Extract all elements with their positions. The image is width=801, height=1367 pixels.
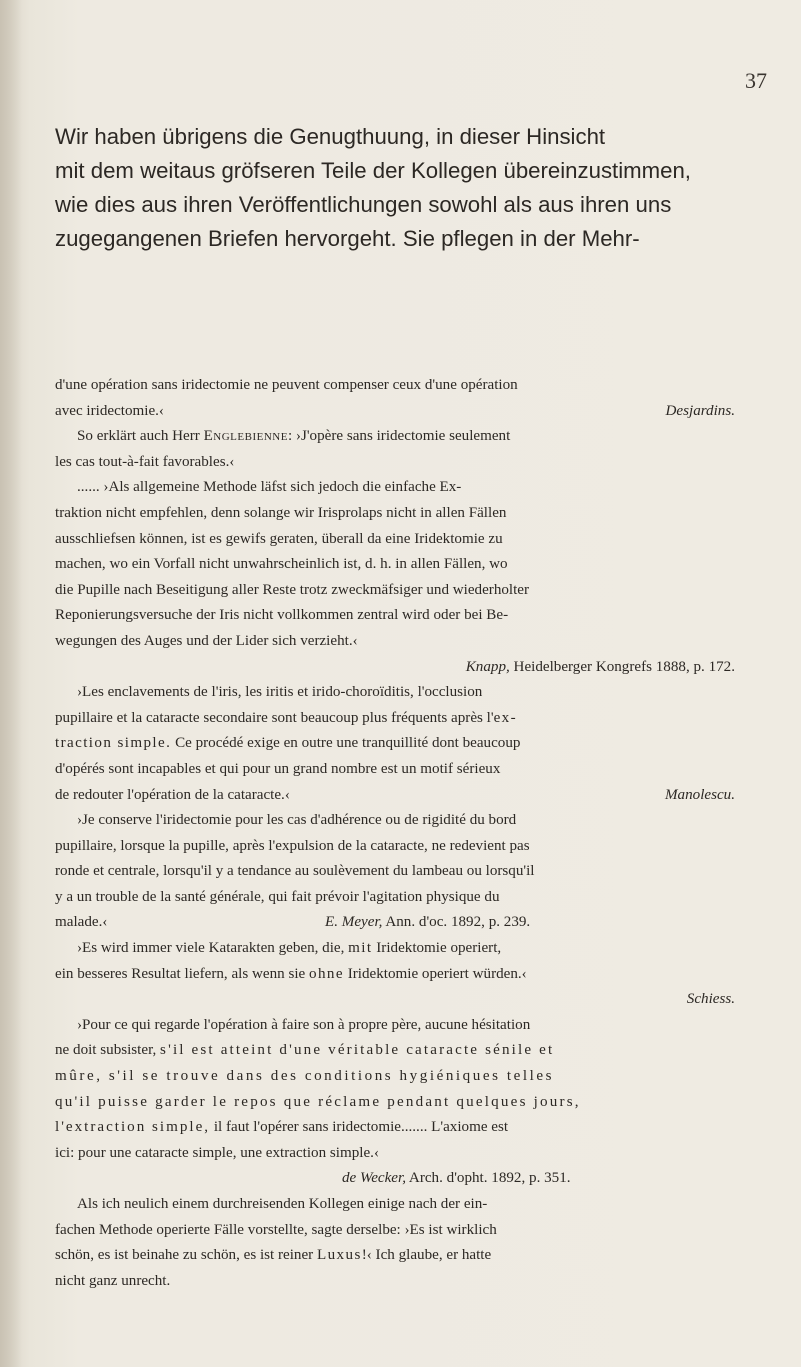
quote-line: ›Je conserve l'iridectomie pour les cas d'adhérence ou de rigidité du bord <box>77 812 517 829</box>
quote-line <box>55 706 745 732</box>
body-line: fachen Methode operierte Fälle vorstellte, sagte derselbe: ›Es ist wirklich <box>55 1221 497 1238</box>
quote-line: les cas tout-à-fait favorables.‹ <box>55 453 235 470</box>
text-fragment: schön, es ist beinahe zu schön, es ist reiner <box>55 1247 317 1264</box>
quote-text: malade.‹ <box>55 914 108 931</box>
quote-text: de redouter l'opération de la cataracte.‹ <box>55 786 290 803</box>
main-line-1: Wir haben übrigens die Genugthuung, in dieser Hinsicht <box>55 124 606 149</box>
spaced-text: l'extraction simple, <box>55 1119 211 1136</box>
quote-line: y a un trouble de la santé générale, qui fait prévoir l'agitation physique du <box>55 888 500 905</box>
text-fragment: !‹ Ich glaube, er hatte <box>361 1247 492 1264</box>
quote-line: ausschliefsen können, ist es gewifs geraten, überall da eine Iridektomie zu <box>55 530 503 547</box>
quote-line: ...... ›Als allgemeine Methode läfst sich jedoch die einfache Ex- <box>77 479 462 496</box>
spaced-text: ohne <box>309 965 344 982</box>
text-fragment: Ce procédé exige en outre une tranquillité dont beaucoup <box>171 735 521 752</box>
spaced-text: traction simple. <box>55 735 172 752</box>
attribution-line <box>55 1166 745 1192</box>
quote-line <box>55 424 745 450</box>
text-fragment: ›Es wird immer viele Katarakten geben, die, <box>77 940 349 957</box>
quote-line: Reponierungsversuche der Iris nicht vollkommen zentral wird oder bei Be- <box>55 607 509 624</box>
quote-line-with-attribution <box>55 910 745 936</box>
attribution-group <box>325 910 530 936</box>
main-line-3: wie dies aus ihren Veröffentlichungen sowohl als aus ihren uns <box>55 192 672 217</box>
quote-line: die Pupille nach Beseitigung aller Reste trotz zweckmäfsiger und wiederholter <box>55 581 530 598</box>
text-fragment: ein besseres Resultat liefern, als wenn sie <box>55 965 309 982</box>
quote-text: avec iridectomie.‹ <box>55 402 164 419</box>
author-name: Englebienne <box>203 428 288 445</box>
quotations-block <box>55 373 745 1294</box>
quote-line: traktion nicht empfehlen, denn solange wir Irisprolaps nicht in allen Fällen <box>55 504 507 521</box>
quote-line: ici: pour une cataracte simple, une extraction simple.‹ <box>55 1144 379 1161</box>
text-fragment: So erklärt auch Herr <box>77 428 204 445</box>
attribution-line <box>55 655 745 681</box>
quote-line: ronde et centrale, lorsqu'il y a tendance au soulèvement du lambeau ou lorsqu'il <box>55 863 535 880</box>
reference: Arch. d'opht. 1892, p. 351. <box>405 1170 571 1187</box>
quote-line: d'une opération sans iridectomie ne peuvent compenser ceux d'une opération <box>55 377 518 393</box>
body-line: nicht ganz unrecht. <box>55 1272 171 1289</box>
spaced-text: mit <box>348 940 373 957</box>
reference: Heidelberger Kongrefs 1888, p. 172. <box>509 658 735 675</box>
main-line-4: zugegangenen Briefen hervorgeht. Sie pflegen in der Mehr- <box>55 226 640 251</box>
quote-line: machen, wo ein Vorfall nicht unwahrscheinlich ist, d. h. in allen Fällen, wo <box>55 556 508 573</box>
text-fragment: : ›J'opère sans iridectomie seulement <box>287 428 511 445</box>
attribution: Desjardins. <box>665 402 735 419</box>
quote-line-with-attribution <box>55 399 745 425</box>
spaced-text: s'il est atteint d'une véritable cataracte sénile et <box>160 1042 555 1059</box>
main-line-2: mit dem weitaus gröfseren Teile der Kollegen übereinzustimmen, <box>55 158 691 183</box>
quote-line: pupillaire, lorsque la pupille, après l'expulsion de la cataracte, ne redevient pas <box>55 837 530 854</box>
attribution: Manolescu. <box>664 786 735 803</box>
attribution: Knapp, <box>465 658 510 675</box>
spaced-text: Luxus <box>316 1247 362 1264</box>
text-fragment: Iridektomie operiert würden.‹ <box>343 965 527 982</box>
quote-line: d'opérés sont incapables et qui pour un grand nombre est un motif sérieux <box>55 760 501 777</box>
spaced-text: ex- <box>493 709 518 726</box>
quote-line <box>55 731 745 757</box>
text-fragment: il faut l'opérer sans iridectomie....... L'axiome est <box>210 1119 509 1136</box>
attribution-line: Schiess. <box>686 991 735 1008</box>
body-line <box>55 1243 745 1269</box>
text-fragment: Iridektomie operiert, <box>372 940 502 957</box>
attribution: de Wecker, <box>342 1170 406 1187</box>
text-fragment: ne doit subsister, <box>55 1042 161 1059</box>
quote-line <box>55 1115 745 1141</box>
main-paragraph <box>55 120 745 256</box>
attribution: E. Meyer, <box>325 914 383 931</box>
quote-line: ›Pour ce qui regarde l'opération à faire son à propre père, aucune hésitation <box>77 1016 531 1033</box>
reference: Ann. d'oc. 1892, p. 239. <box>382 914 531 931</box>
page-number: 37 <box>745 68 767 93</box>
quote-line <box>55 1038 745 1064</box>
quote-line <box>55 962 745 988</box>
quote-line: qu'il puisse garder le repos que réclame pendant quelques jours, <box>55 1093 581 1110</box>
body-line: Als ich neulich einem durchreisenden Kollegen einige nach der ein- <box>77 1196 488 1212</box>
quote-line: wegungen des Auges und der Lider sich verzieht.‹ <box>55 632 358 649</box>
quote-line: ›Les enclavements de l'iris, les iritis et irido-choroïditis, l'occlusion <box>77 684 483 701</box>
text-fragment: pupillaire et la cataracte secondaire sont beaucoup plus fréquents après l' <box>55 709 494 726</box>
quote-line <box>55 936 745 962</box>
gutter-shadow <box>0 0 22 1367</box>
quote-line: mûre, s'il se trouve dans des conditions hygiéniques telles <box>55 1068 555 1085</box>
quote-line-with-attribution <box>55 783 745 809</box>
